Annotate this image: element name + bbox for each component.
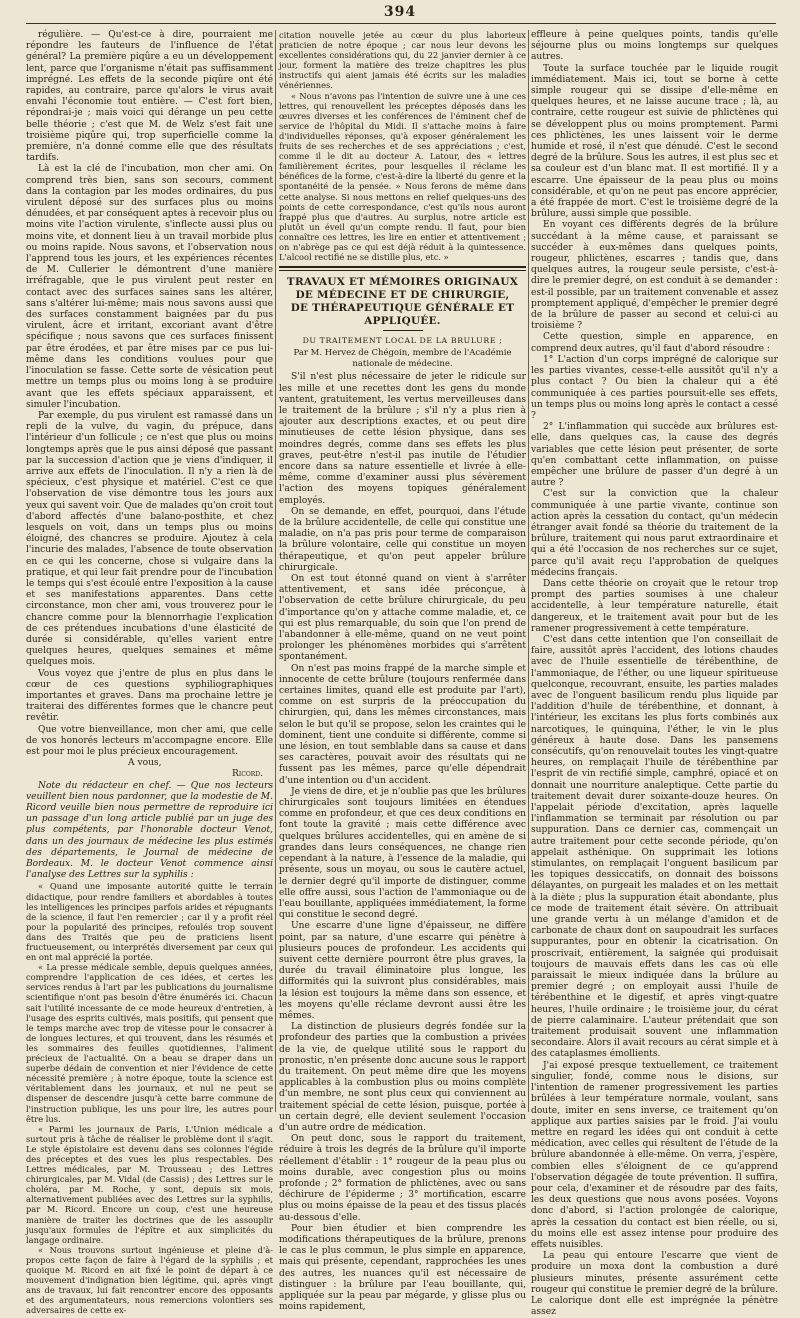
section-rule	[279, 266, 526, 271]
paragraph: La peau qui entoure l'escarre que vient de produire un moxa dont la combustion a duré plusieurs minutes, présente assurément cette rougeur qui constitue le premier degré de la brûlure. Le calorique dont elle est imprégnée la pénètre assez	[531, 1251, 778, 1318]
paragraph: effleure à peine quelques points, tandis qu'elle séjourne plus ou moins longtemps sur quelques autres.	[531, 30, 778, 63]
quote-paragraph: « Parmi les journaux de Paris, L'Union médicale a surtout pris à tâche de réaliser le problème dont il s'agit. Le style épistolaire est devenu dans ses colonnes l'égide des préceptes et des vues les plus respectables. Des Lettres médicales, par M. Trousseau ; des Lettres chirurgicales, par M. Vidal (de Cassis) ; des Lettres sur le choléra, par M. Roche, y sont, depuis six mois, alternativement publiées avec des Lettres sur la syphilis, par M. Ricord. Encore un coup, c'est une heureuse manière de traiter les doctrines que de les assouplir jusqu'aux formules de l'épître et aux simplicités du langage ordinaire.	[26, 1123, 273, 1245]
paragraph: Par exemple, du pus virulent est ramassé dans un repli de la vulve, du vagin, du prépuce, dans l'intérieur d'un follicule ; ce n'est que plus ou moins longtemps après que le pus ainsi déposé que passant par la succession d'action que je viens d'indiquer, il arrive aux effets de l'inoculation. Il n'y a rien là de spécieux, c'est physique et matériel. C'est ce que l'observation de vise démontre tous les jours aux yeux qui savent voir. Que de malades qu'on croit tout d'abord affectés d'une balano-posthite, et chez lesquels on voit, dans un temps plus ou moins éloigné, des chancres se produire. Ajoutez à cela l'incurie des malades, l'absence de toute observation en ce qui les concerne, chose si vulgaire dans la pratique, et qui leur fait prendre pour de l'incubation le temps qui s'est écoulé entre l'exposition à la cause et ses manifestations apparentes. Dans cette circonstance, mon cher ami, vous trouverez pour le chancre comme pour la blennorrhagie l'explication de ces prétendues incubations d'une élasticité de durée si considérable, qu'elles varient entre quelques heures, quelques semaines et même quelques mois.	[26, 410, 273, 668]
paragraph: A vous,	[128, 758, 162, 769]
paragraph: On n'est pas moins frappé de la marche simple et innocente de cette brûlure (toujours renfermée dans certaines limites, quand elle est produite par l'art), comme on est surpris de la préoccupation du chirurgien, qui, dans les mêmes circonstances, mais selon le but qu'il se propose, selon les craintes qui le dominent, tient une conduite si différente, comme si une lésion, en tout semblable dans sa cause et dans ses caractères, pouvait avoir des résultats qui ne fussent pas les mêmes, parce qu'elle dépendrait d'une intention ou d'un accident.	[279, 663, 526, 786]
paragraph: C'est dans cette intention que l'on conseillait de faire, aussitôt après l'accident, des lotions chaudes avec de l'huile essentielle de térébenthine, de l'ammoniaque, de l'éther, ou une liqueur spiritueuse quelconque, recouvrant, ensuite, les parties malades avec de l'onguent basilicum rendu plus liquide par l'addition d'huile de térébenthine, et donnant, à l'intérieur, les excitans les plus forts combinés aux narcotiques, le quinquina, l'éther, le vin le plus généreux à haute dose. Dans les pansemens consécutifs, qu'on renouvelait toutes les vingt-quatre heures, on remplaçait l'huile de térébenthine par l'esprit de vin rectifié simple, camphré, opiacé et on donnait une nourriture analeptique. Cette partie du traitement devait durer soixante-douze heures. On l'appelait période d'excitation, après laquelle l'inflammation se terminait par résolution ou par suppuration. Dans ce dernier cas, commençait un autre traitement pour cette seconde période, qu'on appelait asthénique. On supprimait les lotions stimulantes, on remplaçait l'onguent basilicum par les topiques dessiccatifs, on donnait des boissons délayantes, on purgeait les malades et on les mettait à la diète ; plus la suppuration était abondante, plus ce mode de traitement était sévère. On attribuait une grande vertu à un mélange d'amidon et de carbonate de chaux dont on saupoudrait les surfaces suppurantes, pour en obtenir la cicatrisation. On proscrivait, entièrement, la saignée qui produisait toujours de mauvais effets dans les cas où elle paraissait le mieux indiquée dans la brûlure au premier degré ; on employait aussi l'huile de térébenthine et le digestif, et après vingt-quatre heures, l'huile ordinaire ; le troisième jour, du cérat de pierre calaminaire. L'auteur prétendait que son traitement produisait souvent une inflammation secondaire. Alors il avait recours au cérat simple et à des cataplasmes émollients.	[531, 634, 778, 1060]
section-title: TRAVAUX ET MÉMOIRES ORIGINAUX DE MÉDECINE ET DE CHIRURGIE,	[286, 276, 519, 302]
quote-paragraph: « Nous trouvons surtout ingénieuse et pleine d'à-propos cette façon de faire à l'égard de la syphilis ; et quoique M. Ricord en ait fixé le point de départ à ce mouvement d'indignation bien légitime, qui, après vingt ans de travaux, lui fait rencontrer encore des opposants et des argumentateurs, nous remercions volontiers ses adversaires de cette ex-	[26, 1244, 273, 1316]
quote-paragraph: citation nouvelle jetée au cœur du plus laborieux praticien de notre époque ; car nous leur devons les excellentes considérations qui, du 22 janvier dernier à ce jour, forment la matière des treize chapitres les plus instructifs qui aient jamais été écrits sur les maladies vénériennes.	[279, 30, 526, 91]
column-divider	[528, 30, 529, 1112]
paragraph: En voyant ces différents degrés de la brûlure succédant à la même cause, et paraissant se succéder à eux-mêmes dans quelques points, rougeur, phlictènes, escarres ; tandis que, dans quelques autres, la rougeur seule persiste, c'est-à-dire le premier degré, on est conduit à se demander : est-il possible, par un traitement convenable et assez promptement appliqué, d'empêcher le premier degré de la brûlure de passer au second et celui-ci au troisième ?	[531, 220, 778, 332]
paragraph: Toute la surface touchée par le liquide rougit immédiatement. Mais ici, tout se borne à cette simple rougeur qui se dissipe d'elle-même en quelques heures, et ne laisse aucune trace ; là, au contraire, cette rougeur est suivie de phlictènes qui se développent plus ou moins promptement. Parmi ces phlictènes, les unes laissent voir le derme humide et rosé, il n'est que dénudé. C'est le second degré de la brûlure. Sous les autres, il est plus sec et sa couleur est d'un blanc mat. Il est mortifié. Il y a escarre. Une épaisseur de la peau plus ou moins considérable, et qu'on ne peut pas encore apprécier, a été frappée de mort. C'est le troisième degré de la brûlure, aussi simple que possible.	[531, 63, 778, 220]
quote-paragraph: « La presse médicale semble, depuis quelques années, comprendre l'application de ces idées, et certes les services rendus à l'art par les publications du journalisme scientifique n'ont pas besoin d'être énumérés ici. Chacun sait l'utilité incessante de ce mode heureux d'entretien, à l'usage des esprits cultivés, mais positifs, qui pensent que le temps marche avec trop de vitesse pour le consacrer à de longues lectures, et qui trouvent, dans les résumés et les sommaires des feuilles quotidiennes, l'aliment précieux de l'actualité. On a beau se draper dans un superbe dédain de convention et nier l'évidence de cette nécessité première ; à notre époque, toute la science est véritablement dans les journaux, et nul ne peut se dispenser de descendre jusqu'à cette barre commune de l'instruction publique, les uns pour lire, les autres pour être lus.	[26, 962, 273, 1124]
paragraph: régulière. — Qu'est-ce à dire, pourraient me répondre les fauteurs de l'influence de l'état général? La première piqûre a eu un développement lent, parce que l'organisme n'était pas suffisamment imprégné. Les effets de la seconde piqûre ont été rapides, au contraire, parce qu'alors le virus avait envahi l'économie tout entière. — C'est fort bien, répondrai-je ; mais voici qui dérange un peu cette belle théorie ; c'est que M. de Welz s'est fait une troisième piqûre qui, trop superficielle comme la première, n'a donné comme elle que des résultats tardifs.	[26, 30, 273, 164]
paragraph: 2° L'inflammation qui succède aux brûlures est-elle, dans quelques cas, la cause des degrés variables que cette lésion peut présenter, de sorte qu'en combattant cette inflammation, on puisse empêcher une brûlure de passer d'un degré à un autre ?	[531, 422, 778, 489]
paragraph: C'est sur la conviction que la chaleur communiquée à une partie vivante, continue son action après la cessation du contact, qu'un médecin étranger avait fondé sa théorie du traitement de la brûlure, traitement qui nous parut extraordinaire et qui a été l'occasion de nos recherches sur ce sujet, parce qu'il avait reçu l'approbation de quelques médecins français.	[531, 489, 778, 578]
column-2	[279, 30, 526, 1313]
quoted-article-continued	[279, 30, 526, 262]
paragraph: Vous voyez que j'entre de plus en plus dans le cœur de ces questions syphiliographiques importantes et graves. Dans ma prochaine lettre je traiterai des différentes formes que le chancre peut revêtir.	[26, 668, 273, 724]
paragraph: S'il n'est plus nécessaire de jeter le ridicule sur les mille et une recettes dont les gens du monde vantent, gratuitement, les vertus merveilleuses dans le traitement de la brûlure ; s'il n'y a plus rien à ajouter aux descriptions exactes, et ou peut dire minutieuses de cette lésion physique, dans ses moindres degrés, comme dans ses effets les plus graves, peut-être n'est-il pas inutile de l'étudier encore dans sa nature essentielle et livrée à elle-même, comme d'examiner aussi plus sévèrement l'action des moyens topiques généralement employés.	[279, 372, 526, 506]
divider	[383, 330, 423, 331]
header-rule	[26, 23, 776, 24]
paragraph: La distinction de plusieurs degrés fondée sur la profondeur des parties que la combustion a privées de la vie, de quelque utilité sous le rapport du pronostic, n'en présente donc aucune sous le rapport du traitement. On peut même dire que les moyens applicables à la combustion plus ou moins complète d'un membre, ne sont plus ceux qui conviennent au traitement spécial de cette lésion, puisque, portée à un certain degré, elle devient seulement l'occasion d'un autre ordre de médication.	[279, 1022, 526, 1133]
quoted-article	[26, 881, 273, 1315]
paragraph: On peut donc, sous le rapport du traitement, réduire à trois les degrés de la brûlure qu'il importe réellement d'établir : 1° rougeur de la peau plus ou moins durable, avec congestion plus ou moins profonde ; 2° formation de phlictènes, avec ou sans déchirure de l'épiderme ; 3° mortification, escarre plus ou moins épaisse de la peau et des tissus placés au-dessous d'elle.	[279, 1134, 526, 1223]
paragraph: On est tout étonné quand on vient à s'arrêter attentivement, et sans idée préconçue, à l'observation de cette brûlure chirurgicale, du peu d'importance qu'on y attache comme maladie, et, ce qui est plus remarquable, du soin que l'on prend de l'abandonner à elle-même, quand on ne veut point prolonger les phénomènes morbides qui s'arrêtent spontanément.	[279, 574, 526, 663]
page-number: 394	[383, 4, 417, 20]
paragraph: 1° L'action d'un corps imprégné de calorique sur les parties vivantes, cesse-t-elle aussitôt qu'il n'y a plus contact ? Ou bien la chaleur qui a été communiquée à ces parties poursuit-elle ses effets, un temps plus ou moins long après le contact a cessé ?	[531, 354, 778, 421]
section-subtitle: DE THÉRAPEUTIQUE GÉNÉRALE ET APPLIQUÉE.	[290, 302, 515, 328]
paragraph: Une escarre d'une ligne d'épaisseur, ne diffère point, par sa nature, d'une escarre qui pénètre à plusieurs pouces de profondeur. Les accidents qui suivent cette dernière pourront être plus graves, la durée du travail éliminatoire plus longue, les difformités qui la suivront plus considérables, mais la lésion est toujours la même dans son essence, et les moyens qu'elle réclame devront aussi être les mêmes.	[279, 921, 526, 1021]
paragraph: J'ai exposé presque textuellement, ce traitement singulier, fondé, comme nous le disions, sur l'intention de ramener progressivement les parties brûlées à leur température normale, voulant, sans doute, imiter en sens inverse, ce traitement qu'on applique aux parties saisies par le froid. J'ai voulu mettre en regard les idées qui ont conduit à cette médication, avec celles qui résultent de l'étude de la brûlure abandonnée à elle-même. On verra, j'espère, combien elles s'éloignent de ce qu'apprend l'observation dégagée de toute prévention. Il suffira, pour cela, d'examiner et de résoudre par des faits, les deux questions que nous avons posées. Voyons donc d'abord, si l'action prolongée de calorique, après la cessation du contact est bien réelle, ou si, du moins elle est assez intense pour produire des effets nuisibles.	[531, 1060, 778, 1250]
paragraph: Là est la clé de l'incubation, mon cher ami. On comprend très bien, sans son secours, comment dans la contagion par les modes ordinaires, du pus virulent déposé sur des surfaces plus ou moins dénudées, et par conséquent aptes à recevoir plus ou moins vite l'action virulente, s'inflecte aussi plus ou moins vite, et donnent lieu à un travail morbide plus ou moins rapide. Nous savons, et l'observation nous l'apprend tous les jours, et les expériences récentes de M. Cullerier le démontrent d'une manière irréfragable, que le pus virulent peut rester en contact avec des surfaces saines sans les altérer, sans s'altérer lui-même; mais nous savons aussi que des surfaces constamment baignées par du pus virulent, âcre et irritant, excoriant avant d'être spécifique ; nous savons que ces surfaces finissent par être érodées, et par être mises par ce pus lui-même dans les conditions voulues pour que l'inoculation se fasse. Cette sorte de vésication peut mettre un temps plus ou moins long à se produire avant que les effets spéciaux apparaissent, et simuler l'incubation.	[26, 164, 273, 410]
quote-paragraph: « Quand une imposante autorité quitte le terrain didactique, pour rendre familiers et abordables à toutes les intelligences les principes parfois arides et répugnants de la science, il faut l'en remercier ; car il y a profit réel pour la popularité des principes, refoulés trop souvent dans des Traités que peu de praticiens lisent fructueusement, ou interprétés diversement par ceux qui en ont mal apprécié la portée.	[26, 881, 273, 963]
paragraph: Cette question, simple en apparence, en comprend deux autres, qu'il faut d'abord résoudre :	[531, 332, 778, 354]
signature: Ricord.	[232, 769, 263, 780]
column-1	[26, 30, 273, 1316]
article-byline: Par M. Hervez de Chégoin, membre de l'Académie nationale de médecine.	[293, 348, 512, 369]
column-divider	[275, 30, 276, 1112]
paragraph: Que votre bienveillance, mon cher ami, que celle de vos honorés lecteurs m'accompagne encore. Elle est pour moi le plus précieux encouragement.	[26, 724, 273, 757]
paragraph: Dans cette théorie on croyait que le retour trop prompt des parties soumises à une chaleur accidentelle, à leur température naturelle, était dangereux, et le traitement avait pour but de les ramener progressivement à cette température.	[531, 578, 778, 634]
column-3	[531, 30, 778, 1318]
paragraph: Pour bien étudier et bien comprendre les modifications thérapeutiques de la brûlure, prenons le cas le plus commun, le plus simple en apparence, mais qui présente, cependant, rapprochées les unes des autres, les nuances qu'il est nécessaire de distinguer : la brûlure par l'eau bouillante, qui, appliquée sur la peau par mégarde, y glisse plus ou moins rapidement,	[279, 1223, 526, 1313]
quote-paragraph: « Nous n'avons pas l'intention de suivre une à une ces lettres, qui renouvellent les préceptes déposés dans les œuvres diverses et les conférences de l'éminent chef de service de l'hôpital du Midi. Il s'attache moins à faire d'individuelles réponses, qu'à exposer généralement les fruits de ses recherches et de ses appréciations ; c'est, comme il le dit au docteur A. Latour, des « lettres familièrement écrites, pour lesquelles il réclame les bénéfices de la forme, c'est-à-dire la liberté du genre et la spontanéité de la pensée. » Nous ferons de même dans cette analyse. Si nous mettons en relief quelques-uns des points de cette correspondance, c'est qu'ils nous auront frappé plus que d'autres. Au surplus, notre article est plutôt un éveil qu'un compte rendu. Il faut, pour bien connaître ces lettres, les lire en entier et attentivement ; on n'abrège pas ce qui est déjà réduit à la quintessence. L'alcool rectifié ne se distille plus, etc. »	[279, 90, 526, 263]
article-title: DU TRAITEMENT LOCAL DE LA BRULURE ;	[302, 336, 503, 346]
editor-note: Note du rédacteur en chef. — Que nos lecteurs veuillent bien nous pardonner, que la modestie de M. Ricord veuille bien nous permettre de reproduire ici un passage d'un long article publié par un juge des plus compétents, par l'honorable docteur Venot, dans un des journaux de médecine les plus estimés des départements, le Journal de médecine de Bordeaux. M. le docteur Venot commence ainsi l'analyse des Lettres sur la syphilis :	[26, 780, 273, 881]
paragraph: Je viens de dire, et je n'oublie pas que les brûlures chirurgicales sont toujours limitées en étendues comme en profondeur, et que ces deux conditions en font toute la gravité ; mais cette différence avec quelques brûlures accidentelles, qui en amène de si grandes dans leurs conséquences, ne change rien cependant à la nature, à l'essence de la maladie, qui présente, sous un moyau, ou sous le cautère actuel, le dernier degré qu'il importe de distinguer, comme elle offre aussi, sous l'action de l'ammoniaque ou de l'eau bouillante, appliquées immédiatement, la forme qui constitue le second degré.	[279, 786, 526, 921]
paragraph: On se demande, en effet, pourquoi, dans l'étude de la brûlure accidentelle, de celle qui constitue une maladie, on n'a pas pris pour terme de comparaison la brûlure volontaire, celle qui constitue un moyen thérapeutique, et qu'on peut appeler brûlure chirurgicale.	[279, 506, 526, 573]
